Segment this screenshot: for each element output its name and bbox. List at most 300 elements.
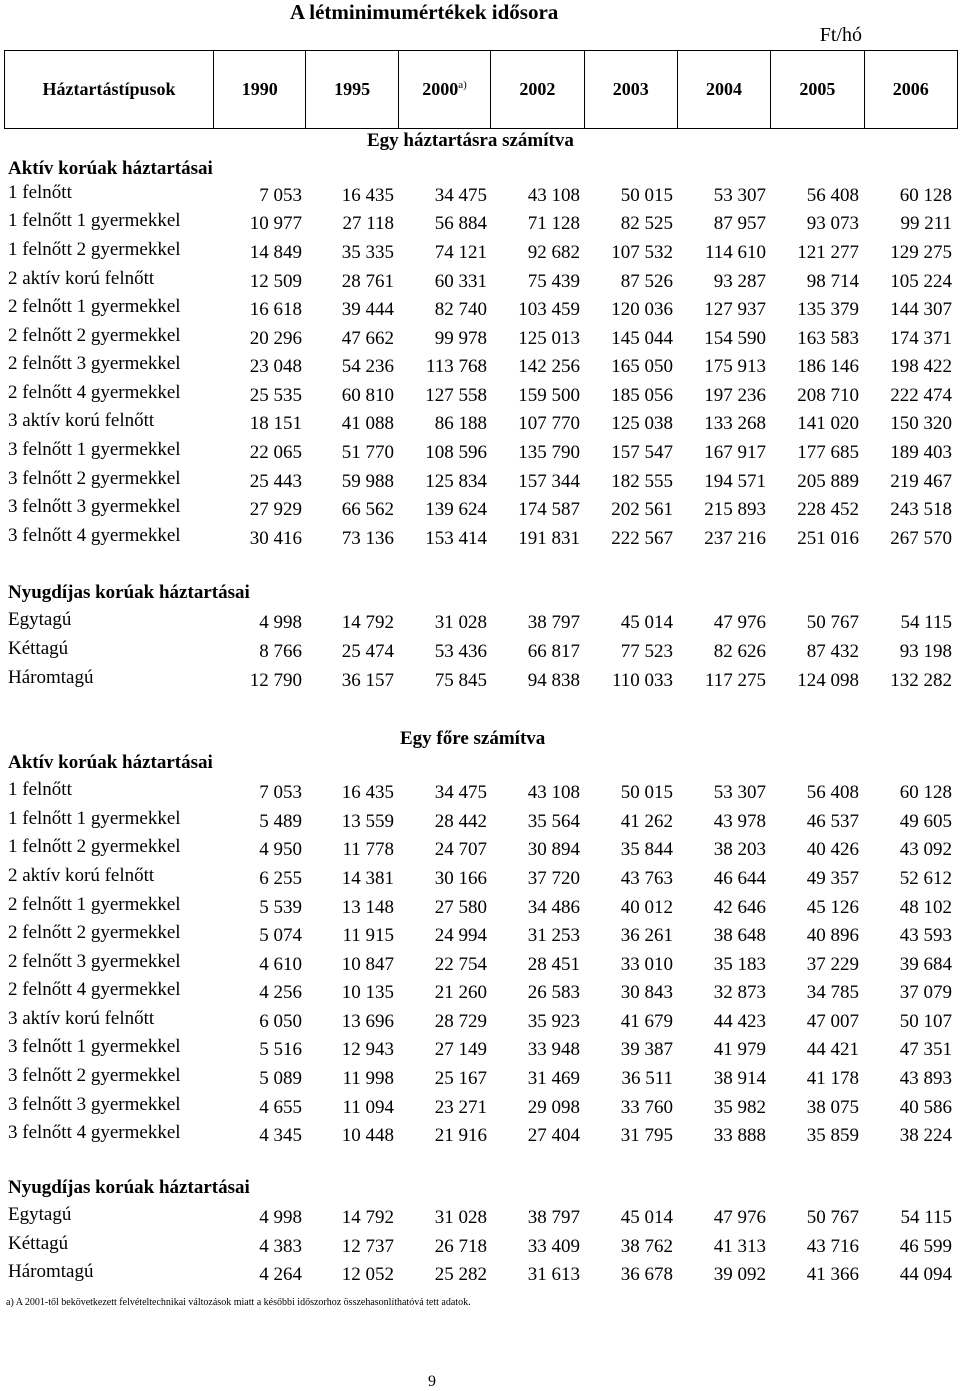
table-cell: 54 236 [341,356,394,377]
table-cell: 43 593 [899,925,952,946]
table-cell: 39 684 [899,954,952,975]
table-row [0,1233,960,1264]
table-cell: 50 107 [899,1011,952,1032]
table-cell: 21 916 [434,1125,487,1146]
group-title: Aktív korúak háztartásai [8,752,213,773]
table-cell: 99 211 [900,213,952,234]
header-label: Háztartástípusok [5,51,214,129]
table-cell: 208 710 [797,385,859,406]
table-cell: 38 797 [527,1207,580,1228]
table-cell: 4 383 [259,1236,302,1257]
row-label: 2 felnőtt 2 gyermekkel [8,922,181,943]
table-cell: 35 335 [341,242,394,263]
table-cell: 267 570 [890,528,952,549]
table-cell: 107 770 [518,413,580,434]
table-cell: 34 475 [434,185,487,206]
table-cell: 8 766 [259,641,302,662]
table-cell: 38 648 [713,925,766,946]
table-cell: 6 050 [259,1011,302,1032]
table-cell: 205 889 [797,471,859,492]
table-cell: 87 957 [713,213,766,234]
table-row [0,382,960,413]
table-cell: 50 015 [620,782,673,803]
table-cell: 182 555 [611,471,673,492]
table-row [0,353,960,384]
table-row [0,894,960,925]
table-cell: 25 474 [341,641,394,662]
table-cell: 23 271 [434,1097,487,1118]
unit-label: Ft/hó [819,24,862,46]
table-cell: 150 320 [890,413,952,434]
row-label: 2 felnőtt 2 gyermekkel [8,325,181,346]
table-cell: 124 098 [797,670,859,691]
table-cell: 53 307 [713,185,766,206]
table-cell: 59 988 [341,471,394,492]
table-cell: 30 843 [620,982,673,1003]
table-header [4,50,958,129]
table-row [0,638,960,669]
group-title: Nyugdíjas korúak háztartásai [8,1177,250,1198]
table-cell: 215 893 [704,499,766,520]
table-row [0,865,960,896]
table-cell: 24 994 [434,925,487,946]
row-label: 3 aktív korú felnőtt [8,1008,155,1029]
table-cell: 121 277 [797,242,859,263]
row-label: Egytagú [8,609,72,630]
section-heading: Egy főre számítva [400,728,546,749]
table-row [0,239,960,270]
table-cell: 39 444 [341,299,394,320]
table-cell: 49 357 [806,868,859,889]
header-year-1990: 1990 [214,51,306,129]
row-label: 3 felnőtt 2 gyermekkel [8,468,181,489]
table-cell: 125 013 [518,328,580,349]
table-cell: 40 896 [806,925,859,946]
table-cell: 56 408 [806,185,859,206]
row-label: 1 felnőtt 1 gyermekkel [8,808,181,829]
table-cell: 25 167 [434,1068,487,1089]
table-cell: 4 998 [259,612,302,633]
row-label: Háromtagú [8,1261,94,1282]
table-row [0,410,960,441]
row-label: 2 felnőtt 1 gyermekkel [8,894,181,915]
table-cell: 75 845 [434,670,487,691]
row-label: 3 felnőtt 1 gyermekkel [8,1036,181,1057]
row-label: 2 aktív korú felnőtt [8,865,155,886]
table-cell: 66 562 [341,499,394,520]
table-cell: 28 451 [527,954,580,975]
table-cell: 98 714 [806,271,859,292]
table-cell: 219 467 [890,471,952,492]
table-cell: 43 716 [806,1236,859,1257]
table-cell: 47 662 [341,328,394,349]
table-cell: 16 618 [249,299,302,320]
table-cell: 43 092 [899,839,952,860]
table-cell: 73 136 [341,528,394,549]
table-cell: 51 770 [341,442,394,463]
table-cell: 48 102 [899,897,952,918]
table-cell: 14 792 [341,612,394,633]
table-cell: 174 587 [518,499,580,520]
table-cell: 42 646 [713,897,766,918]
table-cell: 31 795 [620,1125,673,1146]
table-cell: 49 605 [899,811,952,832]
row-label: Egytagú [8,1204,72,1225]
table-cell: 35 564 [527,811,580,832]
table-row [0,1065,960,1096]
table-cell: 165 050 [611,356,673,377]
table-cell: 43 108 [527,782,580,803]
table-cell: 50 767 [806,1207,859,1228]
table-cell: 34 486 [527,897,580,918]
table-row [0,836,960,867]
table-cell: 66 817 [527,641,580,662]
table-cell: 197 236 [704,385,766,406]
table-row [0,808,960,839]
row-label: 3 felnőtt 3 gyermekkel [8,1094,181,1115]
table-cell: 33 409 [527,1236,580,1257]
table-cell: 44 423 [713,1011,766,1032]
table-cell: 5 516 [259,1039,302,1060]
table-cell: 30 894 [527,839,580,860]
table-cell: 25 443 [249,471,302,492]
table-cell: 43 763 [620,868,673,889]
table-row [0,779,960,810]
table-row [0,525,960,556]
row-label: 2 felnőtt 3 gyermekkel [8,353,181,374]
table-cell: 54 115 [900,612,952,633]
table-cell: 12 737 [341,1236,394,1257]
header-year-2003: 2003 [584,51,677,129]
table-cell: 167 917 [704,442,766,463]
table-cell: 26 718 [434,1236,487,1257]
table-cell: 36 511 [621,1068,673,1089]
table-cell: 110 033 [611,670,673,691]
table-row [0,468,960,499]
footnote-mark: a) [458,79,467,91]
table-row [0,979,960,1010]
table-cell: 129 275 [890,242,952,263]
table-cell: 4 655 [259,1097,302,1118]
table-cell: 36 261 [620,925,673,946]
table-cell: 154 590 [704,328,766,349]
table-cell: 82 740 [434,299,487,320]
table-cell: 10 847 [341,954,394,975]
header-year-2004: 2004 [677,51,770,129]
table-cell: 32 873 [713,982,766,1003]
table-cell: 105 224 [890,271,952,292]
table-cell: 60 128 [899,185,952,206]
table-cell: 86 188 [434,413,487,434]
table-cell: 14 792 [341,1207,394,1228]
table-cell: 50 015 [620,185,673,206]
table-cell: 13 559 [341,811,394,832]
table-cell: 93 198 [899,641,952,662]
table-cell: 194 571 [704,471,766,492]
table-cell: 53 436 [434,641,487,662]
table-cell: 31 469 [527,1068,580,1089]
table-cell: 35 844 [620,839,673,860]
table-cell: 228 452 [797,499,859,520]
table-row [0,182,960,213]
table-cell: 47 976 [713,1207,766,1228]
table-cell: 11 778 [342,839,394,860]
table-row [0,210,960,241]
table-cell: 60 810 [341,385,394,406]
table-cell: 46 599 [899,1236,952,1257]
table-cell: 99 978 [434,328,487,349]
table-cell: 202 561 [611,499,673,520]
table-cell: 198 422 [890,356,952,377]
table-cell: 36 678 [620,1264,673,1285]
table-cell: 52 612 [899,868,952,889]
table-cell: 4 998 [259,1207,302,1228]
table-cell: 28 761 [341,271,394,292]
header-year-2002: 2002 [491,51,584,129]
table-cell: 56 884 [434,213,487,234]
table-cell: 75 439 [527,271,580,292]
table-cell: 94 838 [527,670,580,691]
table-cell: 6 255 [259,868,302,889]
table-cell: 71 128 [527,213,580,234]
table-cell: 5 539 [259,897,302,918]
table-cell: 27 580 [434,897,487,918]
table-cell: 31 613 [527,1264,580,1285]
table-cell: 125 038 [611,413,673,434]
table-cell: 43 893 [899,1068,952,1089]
row-label: 2 felnőtt 1 gyermekkel [8,296,181,317]
table-cell: 4 256 [259,982,302,1003]
table-cell: 33 888 [713,1125,766,1146]
table-cell: 18 151 [249,413,302,434]
table-cell: 27 118 [342,213,394,234]
table-cell: 41 679 [620,1011,673,1032]
table-cell: 26 583 [527,982,580,1003]
row-label: 3 felnőtt 1 gyermekkel [8,439,181,460]
table-row [0,325,960,356]
table-cell: 186 146 [797,356,859,377]
table-cell: 93 073 [806,213,859,234]
table-cell: 114 610 [704,242,766,263]
table-cell: 30 416 [249,528,302,549]
header-year-1995: 1995 [306,51,398,129]
table-cell: 35 923 [527,1011,580,1032]
table-cell: 21 260 [434,982,487,1003]
table-cell: 7 053 [259,782,302,803]
table-cell: 41 979 [713,1039,766,1060]
row-label: 2 felnőtt 4 gyermekkel [8,382,181,403]
page-title: A létminimumértékek idősora [290,0,559,24]
footnote: a) A 2001-től bekövetkezett felvételtechnikai változások miatt a későbbi időszorhoz összehasonlíthatóvá tett adatok. [6,1297,471,1308]
group-title: Nyugdíjas korúak háztartásai [8,582,250,603]
row-label: 3 felnőtt 3 gyermekkel [8,496,181,517]
row-label: 1 felnőtt 2 gyermekkel [8,836,181,857]
table-cell: 4 950 [259,839,302,860]
table-cell: 22 754 [434,954,487,975]
table-cell: 27 149 [434,1039,487,1060]
row-label: 1 felnőtt 2 gyermekkel [8,239,181,260]
row-label: Kéttagú [8,1233,69,1254]
row-label: 2 aktív korú felnőtt [8,268,155,289]
table-row [0,439,960,470]
table-cell: 139 624 [425,499,487,520]
table-cell: 11 915 [342,925,394,946]
table-cell: 47 007 [806,1011,859,1032]
table-cell: 40 586 [899,1097,952,1118]
table-cell: 25 535 [249,385,302,406]
table-cell: 24 707 [434,839,487,860]
table-cell: 41 366 [806,1264,859,1285]
table-cell: 38 224 [899,1125,952,1146]
table-cell: 135 379 [797,299,859,320]
table-cell: 28 729 [434,1011,487,1032]
table-cell: 46 537 [806,811,859,832]
table-cell: 39 092 [713,1264,766,1285]
header-year-2000: 2000$^{a)}$ [398,51,490,129]
table-cell: 174 371 [890,328,952,349]
header-year-2006: 2006 [864,51,957,129]
table-cell: 35 982 [713,1097,766,1118]
table-row [0,609,960,640]
table-cell: 10 977 [249,213,302,234]
table-cell: 33 010 [620,954,673,975]
table-cell: 46 644 [713,868,766,889]
row-label: Háromtagú [8,667,94,688]
table-cell: 43 108 [527,185,580,206]
table-cell: 20 296 [249,328,302,349]
row-label: 3 felnőtt 4 gyermekkel [8,525,181,546]
table-cell: 45 126 [806,897,859,918]
table-cell: 56 408 [806,782,859,803]
table-cell: 30 166 [434,868,487,889]
table-cell: 12 052 [341,1264,394,1285]
row-label: 3 felnőtt 2 gyermekkel [8,1065,181,1086]
table-cell: 157 547 [611,442,673,463]
table-cell: 41 262 [620,811,673,832]
table-row [0,496,960,527]
table-cell: 77 523 [620,641,673,662]
table-cell: 33 760 [620,1097,673,1118]
table-cell: 41 088 [341,413,394,434]
table-cell: 31 028 [434,612,487,633]
table-cell: 60 128 [899,782,952,803]
table-cell: 189 403 [890,442,952,463]
table-cell: 92 682 [527,242,580,263]
table-cell: 7 053 [259,185,302,206]
table-cell: 135 790 [518,442,580,463]
table-cell: 23 048 [249,356,302,377]
table-cell: 33 948 [527,1039,580,1060]
table-cell: 37 079 [899,982,952,1003]
table-cell: 43 978 [713,811,766,832]
table-cell: 127 558 [425,385,487,406]
table-cell: 237 216 [704,528,766,549]
table-cell: 60 331 [434,271,487,292]
table-cell: 31 253 [527,925,580,946]
table-cell: 108 596 [425,442,487,463]
table-cell: 145 044 [611,328,673,349]
header-year-2005: 2005 [771,51,864,129]
table-cell: 177 685 [797,442,859,463]
table-cell: 4 345 [259,1125,302,1146]
table-cell: 11 998 [342,1068,394,1089]
table-cell: 4 264 [259,1264,302,1285]
table-cell: 16 435 [341,782,394,803]
table-cell: 54 115 [900,1207,952,1228]
table-cell: 14 849 [249,242,302,263]
table-cell: 10 448 [341,1125,394,1146]
table-cell: 251 016 [797,528,859,549]
table-cell: 13 696 [341,1011,394,1032]
table-cell: 5 074 [259,925,302,946]
table-row [0,1122,960,1153]
table-cell: 157 344 [518,471,580,492]
table-cell: 16 435 [341,185,394,206]
table-row [0,667,960,698]
table-cell: 34 475 [434,782,487,803]
table-cell: 38 762 [620,1236,673,1257]
table-cell: 53 307 [713,782,766,803]
table-cell: 37 720 [527,868,580,889]
table-row [0,1036,960,1067]
table-row [0,951,960,982]
table-cell: 127 937 [704,299,766,320]
table-row [0,1094,960,1125]
table-cell: 144 307 [890,299,952,320]
row-label: 3 felnőtt 4 gyermekkel [8,1122,181,1143]
row-label: 1 felnőtt [8,779,72,800]
table-cell: 14 381 [341,868,394,889]
table-cell: 107 532 [611,242,673,263]
table-cell: 38 914 [713,1068,766,1089]
table-cell: 185 056 [611,385,673,406]
table-row [0,1008,960,1039]
table-cell: 40 012 [620,897,673,918]
table-cell: 38 203 [713,839,766,860]
table-cell: 243 518 [890,499,952,520]
table-cell: 142 256 [518,356,580,377]
table-cell: 13 148 [341,897,394,918]
table-cell: 45 014 [620,1207,673,1228]
table-cell: 28 442 [434,811,487,832]
row-label: 2 felnőtt 3 gyermekkel [8,951,181,972]
table-cell: 31 028 [434,1207,487,1228]
table-cell: 5 089 [259,1068,302,1089]
page-number: 9 [428,1373,436,1390]
table-cell: 82 626 [713,641,766,662]
table-cell: 38 797 [527,612,580,633]
table-cell: 87 526 [620,271,673,292]
table-cell: 120 036 [611,299,673,320]
table-cell: 10 135 [341,982,394,1003]
row-label: 2 felnőtt 4 gyermekkel [8,979,181,1000]
table-cell: 36 157 [341,670,394,691]
table-cell: 25 282 [434,1264,487,1285]
table-cell: 159 500 [518,385,580,406]
table-cell: 82 525 [620,213,673,234]
table-cell: 40 426 [806,839,859,860]
table-row [0,296,960,327]
table-cell: 93 287 [713,271,766,292]
table-cell: 45 014 [620,612,673,633]
row-label: Kéttagú [8,638,69,659]
table-cell: 27 404 [527,1125,580,1146]
table-cell: 175 913 [704,356,766,377]
table-cell: 50 767 [806,612,859,633]
row-label: 1 felnőtt [8,182,72,203]
table-cell: 47 976 [713,612,766,633]
table-cell: 117 275 [704,670,766,691]
